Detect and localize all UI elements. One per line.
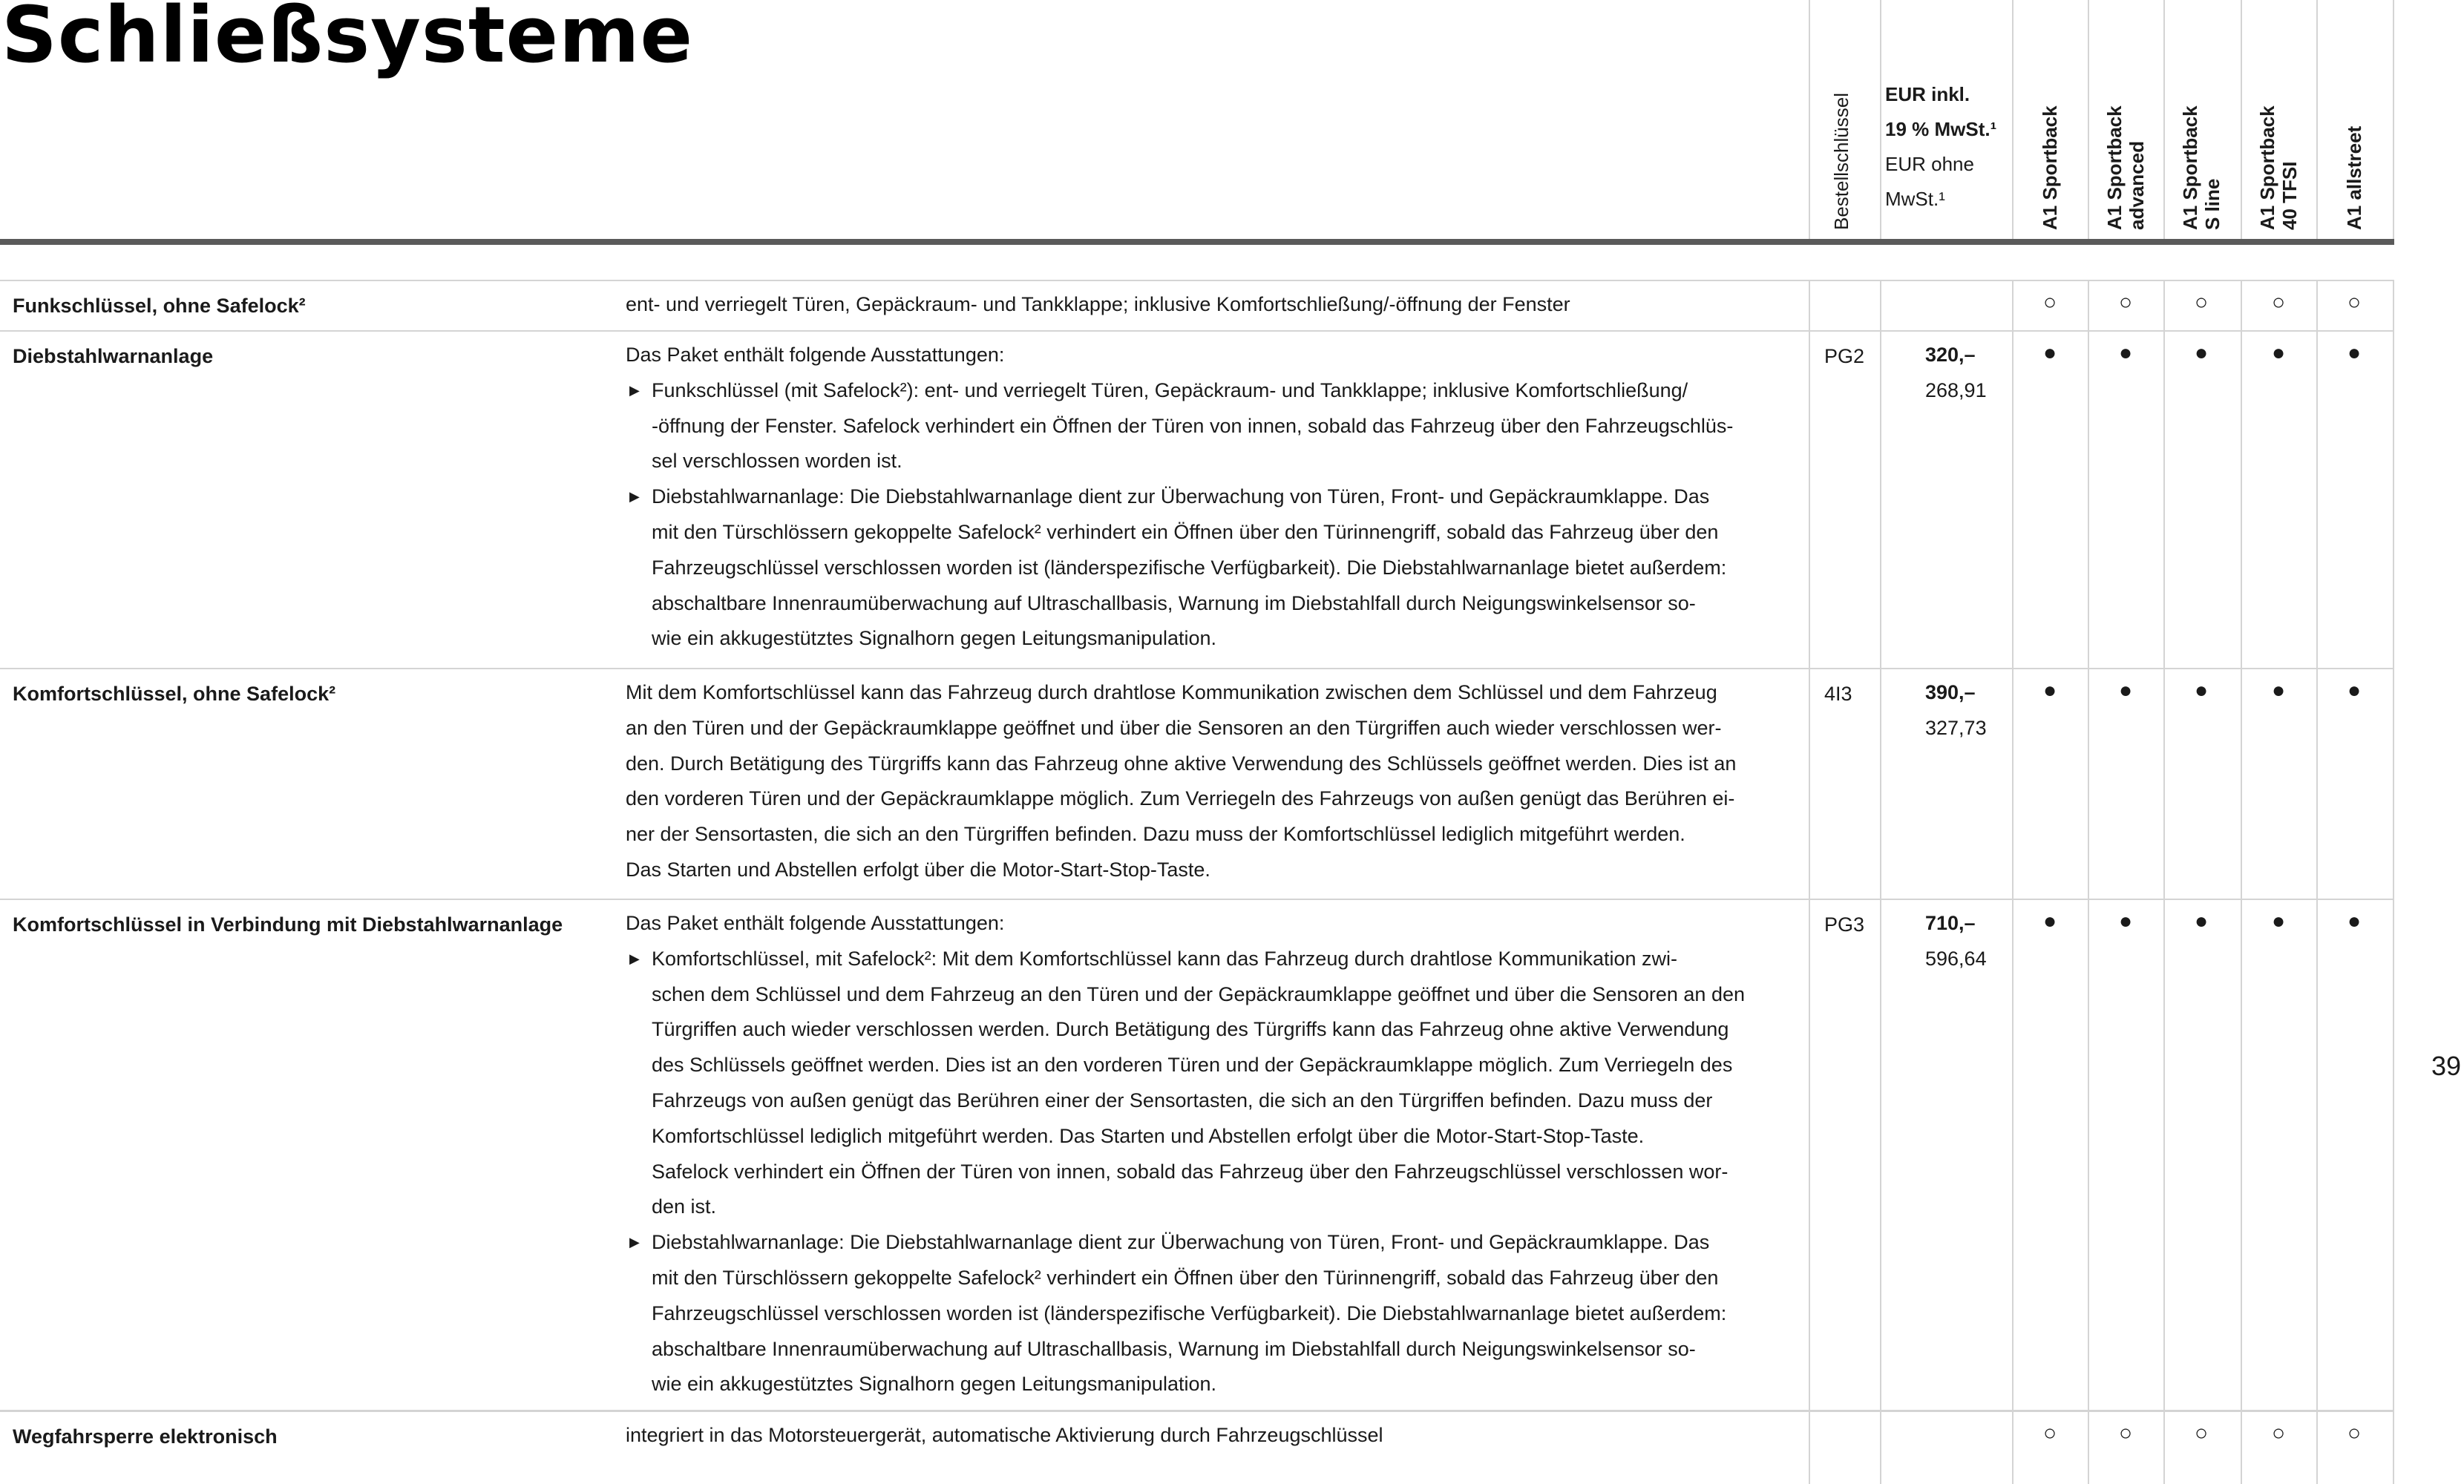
description-line [626,1048,1745,1083]
description-text: mit den Türschlössern gekoppelte Safelock² verhindert ein Öffnen über den Türinnengriff, sobald das Fahrzeug über den [652,520,1719,543]
description-line [626,853,1736,888]
standard-dot-icon: ● [2271,909,2286,933]
column-divider [2163,280,2165,1484]
header-model [2039,105,2061,230]
optional-circle-icon: ○ [2347,1421,2362,1445]
bullet-triangle-icon: ▶ [629,489,640,505]
header-model [2179,105,2224,230]
description-line [626,1083,1745,1119]
description-line [626,1367,1745,1402]
row-divider [0,330,2394,332]
standard-dot-icon: ● [2118,909,2133,933]
header-column-divider [2163,0,2165,239]
header-column-divider [2316,0,2318,239]
header-column-divider [1880,0,1881,239]
description-line [626,1189,1745,1225]
column-divider [2316,280,2318,1484]
header-model-line: A1 Sportback [2256,105,2278,230]
description-line [626,1418,1383,1454]
header-model [2256,105,2301,230]
description-text: sel verschlossen worden ist. [652,450,902,473]
optional-circle-icon: ○ [2118,1421,2133,1445]
header-column-divider [2241,0,2242,239]
header-model-line: A1 Sportback [2103,105,2126,230]
standard-dot-icon: ● [2347,678,2362,703]
description-text: Fahrzeugs von außen genügt das Berühren einer der Sensortasten, die sich an den Türgriffen befinden. Dazu muss der [652,1089,1713,1112]
order-code: PG2 [1824,345,1865,367]
page-title: Schließsysteme [1,0,693,80]
header-column-divider [1809,0,1810,239]
description-text: ner der Sensortasten, die sich an den Türgriffen befinden. Dazu muss der Komfortschlüssel lediglich mitgeführt werden. [626,823,1685,846]
price-incl-vat: 710,– [1925,912,1976,934]
header-price [1885,77,1996,217]
description-line [626,711,1736,746]
description-text: an den Türen und der Gepäckraumklappe geöffnet und über die Sensoren an den Türgriffen auch wieder verschlossen wer- [626,716,1722,739]
standard-dot-icon: ● [2194,909,2209,933]
description-line [626,1155,1745,1190]
description-line [626,942,1745,977]
description-line [626,906,1745,942]
description-text: des Schlüssels geöffnet werden. Dies ist an den vorderen Türen und der Gepäckraumklappe möglich. Zum Verriegeln des [652,1054,1733,1077]
order-code: 4I3 [1824,683,1852,705]
row-name: Diebstahlwarnanlage [13,345,214,367]
description-text: integriert in das Motorsteuergerät, automatische Aktivierung durch Fahrzeugschlüssel [626,1424,1383,1446]
column-divider [2241,280,2242,1484]
header-column-divider [2012,0,2014,239]
description-line [626,338,1733,373]
description-line [626,621,1733,657]
description-text: Mit dem Komfortschlüssel kann das Fahrzeug durch drahtlose Kommunikation zwischen dem Schlüssel und dem Fahrzeug [626,681,1717,703]
description-text: wie ein akkugestütztes Signalhorn gegen Leitungsmanipulation. [652,1373,1217,1396]
price [1925,675,1987,746]
description-text: wie ein akkugestütztes Signalhorn gegen Leitungsmanipulation. [652,627,1217,650]
optional-circle-icon: ○ [2194,1421,2209,1445]
optional-circle-icon: ○ [2194,290,2209,315]
description-line [626,551,1733,586]
description-line [626,1012,1745,1048]
price-excl-vat: 327,73 [1925,716,1987,739]
price-incl-vat: 320,– [1925,344,1976,366]
description-text: Funkschlüssel (mit Safelock²): ent- und verriegelt Türen, Gepäckraum- und Tankklappe; inklusive Komfortschließung/ [652,378,1688,401]
bullet-triangle-icon: ▶ [629,951,640,966]
price [1925,906,1987,977]
row-description [626,1418,1383,1454]
order-code: PG3 [1824,913,1865,936]
description-line [626,781,1736,817]
description-text: den ist. [652,1195,717,1218]
price [1925,338,1987,409]
description-line [626,287,1570,323]
price-excl-vat: 596,64 [1925,947,1987,970]
description-text: abschaltbare Innenraumüberwachung auf Ultraschallbasis, Warnung im Diebstahlfall durch Neigungswinkelsensor so- [652,591,1696,614]
row-divider [0,668,2394,669]
standard-dot-icon: ● [2042,341,2057,365]
description-line [626,444,1733,479]
description-text: Komfortschlüssel lediglich mitgeführt werden. Das Starten und Abstellen erfolgt über die Motor-Start-Stop-Taste. [652,1124,1645,1147]
description-line [626,1261,1745,1296]
row-name: Wegfahrsperre elektronisch [13,1425,278,1448]
description-line [626,746,1736,782]
header-model [2343,126,2365,230]
description-text: Safelock verhindert ein Öffnen der Türen von innen, sobald das Fahrzeug über den Fahrzeugschlüssel verschlossen wor- [652,1160,1729,1183]
description-text: Fahrzeugschlüssel verschlossen worden ist (länderspezifische Verfügbarkeit). Die Diebstahlwarnanlage bietet außerdem: [652,1301,1727,1324]
description-text: Das Paket enthält folgende Ausstattungen: [626,912,1005,934]
description-line [626,1119,1745,1155]
description-text: Diebstahlwarnanlage: Die Diebstahlwarnanlage dient zur Überwachung von Türen, Front- und Gepäckraumklappe. Das [652,1231,1710,1254]
description-text: schen dem Schlüssel und dem Fahrzeug an den Türen und der Gepäckraumklappe geöffnet und über die Sensoren an den [652,982,1745,1005]
description-text: Das Paket enthält folgende Ausstattungen: [626,344,1005,366]
description-text: Das Starten und Abstellen erfolgt über die Motor-Start-Stop-Taste. [626,858,1210,881]
description-line [626,515,1733,551]
header-model-line: A1 Sportback [2039,105,2061,230]
optional-circle-icon: ○ [2271,1421,2286,1445]
price-excl-vat: 268,91 [1925,378,1987,401]
header-rule [0,239,2394,245]
standard-dot-icon: ● [2042,678,2057,703]
column-divider [2012,280,2014,1484]
header-price-excl-2: MwSt.¹ [1885,188,1945,210]
optional-circle-icon: ○ [2118,290,2133,315]
description-line [626,1332,1745,1368]
row-divider [0,280,2394,281]
row-description [626,906,1745,1402]
standard-dot-icon: ● [2347,909,2362,933]
standard-dot-icon: ● [2347,341,2362,365]
description-text: den. Durch Betätigung des Türgriffs kann das Fahrzeug ohne aktive Verwendung des Schlüssels geöffnet werden. Dies ist an [626,752,1737,775]
header-model-line: advanced [2126,141,2148,230]
header-price-incl-1: EUR inkl. [1885,83,1970,105]
standard-dot-icon: ● [2271,341,2286,365]
row-description [626,675,1736,888]
row-divider [0,1410,2394,1411]
description-text: mit den Türschlössern gekoppelte Safelock² verhindert ein Öffnen über den Türinnengriff, sobald das Fahrzeug über den [652,1266,1719,1289]
description-line [626,1225,1745,1261]
row-description [626,287,1570,323]
description-line [626,817,1736,853]
header-order-code: Bestellschlüssel [1830,93,1852,230]
optional-circle-icon: ○ [2347,290,2362,315]
column-divider [2393,280,2394,1484]
description-line [626,1296,1745,1332]
column-divider [2088,280,2089,1484]
row-name: Komfortschlüssel, ohne Safelock² [13,683,336,705]
header-price-excl-1: EUR ohne [1885,153,1974,175]
description-line [626,977,1745,1013]
description-text: -öffnung der Fenster. Safelock verhindert ein Öffnen der Türen von innen, sobald das Fahrzeug über den Fahrzeugschlüs- [652,414,1734,437]
header-column-divider [2088,0,2089,239]
description-text: Komfortschlüssel, mit Safelock²: Mit dem Komfortschlüssel kann das Fahrzeug durch drahtlose Kommunikation zwi- [652,947,1678,970]
header-model-line: A1 allstreet [2343,125,2365,230]
standard-dot-icon: ● [2271,678,2286,703]
column-divider [1880,280,1881,1484]
header-model-line: A1 Sportback [2179,105,2201,230]
standard-dot-icon: ● [2118,678,2133,703]
row-name: Komfortschlüssel in Verbindung mit Diebstahlwarnanlage [13,913,563,936]
header-column-divider [2393,0,2394,239]
row-name: Funkschlüssel, ohne Safelock² [13,295,306,317]
description-line [626,373,1733,409]
optional-circle-icon: ○ [2271,290,2286,315]
bullet-triangle-icon: ▶ [629,1235,640,1250]
description-line [626,675,1736,711]
description-line [626,586,1733,622]
row-description [626,338,1733,657]
price-incl-vat: 390,– [1925,681,1976,703]
column-divider [1809,280,1810,1484]
description-line [626,409,1733,444]
description-text: abschaltbare Innenraumüberwachung auf Ultraschallbasis, Warnung im Diebstahlfall durch Neigungswinkelsensor so- [652,1337,1696,1360]
description-line [626,479,1733,515]
header-model-line: S line [2201,178,2224,230]
standard-dot-icon: ● [2042,909,2057,933]
description-text: den vorderen Türen und der Gepäckraumklappe möglich. Zum Verriegeln des Fahrzeugs von außen genügt das Berühren ei- [626,787,1735,810]
header-model [2103,105,2148,230]
description-text: ent- und verriegelt Türen, Gepäckraum- und Tankklappe; inklusive Komfortschließung/-öffnung der Fenster [626,293,1570,315]
optional-circle-icon: ○ [2042,1421,2057,1445]
standard-dot-icon: ● [2194,341,2209,365]
header-price-incl-2: 19 % MwSt.¹ [1885,118,1997,140]
description-text: Fahrzeugschlüssel verschlossen worden ist (länderspezifische Verfügbarkeit). Die Diebstahlwarnanlage bietet außerdem: [652,556,1727,579]
standard-dot-icon: ● [2194,678,2209,703]
description-text: Türgriffen auch wieder verschlossen werden. Durch Betätigung des Türgriffs kann das Fahrzeug ohne aktive Verwendung [652,1018,1729,1041]
standard-dot-icon: ● [2118,341,2133,365]
header-model-line: 40 TFSI [2278,161,2301,230]
optional-circle-icon: ○ [2042,290,2057,315]
description-text: Diebstahlwarnanlage: Die Diebstahlwarnanlage dient zur Überwachung von Türen, Front- und Gepäckraumklappe. Das [652,485,1710,508]
row-divider [0,899,2394,900]
page-number: 39 [2431,1051,2462,1081]
bullet-triangle-icon: ▶ [629,382,640,398]
